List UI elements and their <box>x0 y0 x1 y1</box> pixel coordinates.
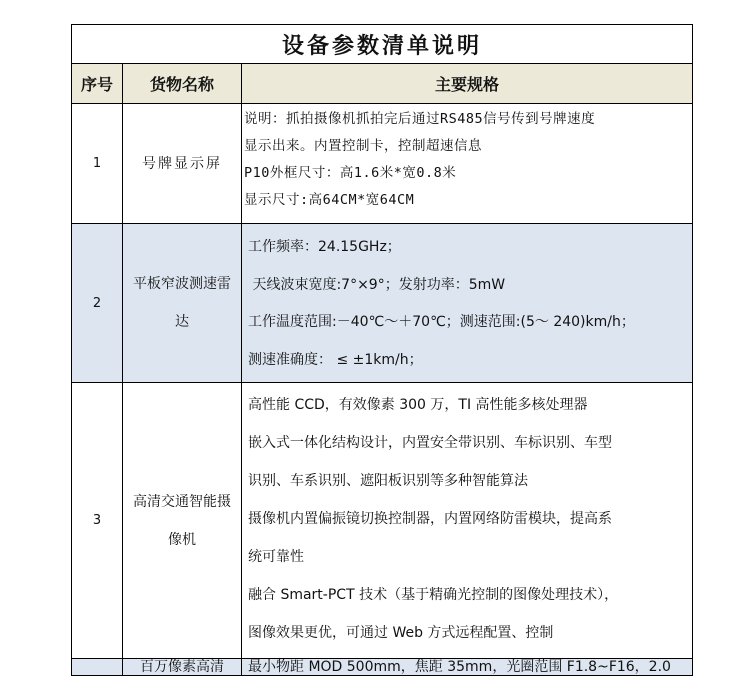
spec-line: 高性能 CCD，有效像素 300 万，TI 高性能多核处理器 <box>248 397 588 413</box>
spec-line: 天线波束宽度:7°×9°；发射功率：5mW <box>248 276 506 293</box>
row-name: 平板窄波测速雷达 <box>123 224 242 383</box>
row-spec <box>242 104 693 224</box>
spec-line: 测速准确度： ≤ ±1km/h； <box>248 351 423 368</box>
table-row <box>72 659 693 676</box>
spec-line: 图像效果更优，可通过 Web 方式远程配置、控制 <box>248 625 554 641</box>
table-title: 设备参数清单说明 <box>72 25 693 64</box>
equipment-table <box>71 24 693 676</box>
row-spec <box>242 659 693 676</box>
row-no: 2 <box>72 224 123 383</box>
row-no: 1 <box>72 104 123 224</box>
spec-line: 显示出来。内置控制卡，控制超速信息 <box>244 138 482 154</box>
row-spec <box>242 383 693 659</box>
spec-line: 摄像机内置偏振镜切换控制器，内置网络防雷模块，提高系 <box>248 511 612 527</box>
table-row <box>72 383 693 659</box>
header-no: 序号 <box>72 64 123 104</box>
row-no: 3 <box>72 383 123 659</box>
row-name: 号牌显示屏 <box>123 104 242 224</box>
row-spec <box>242 224 693 383</box>
spec-line: 工作温度范围:－40℃～＋70℃；测速范围:(5～ 240)km/h； <box>248 314 635 330</box>
table-row <box>72 224 693 383</box>
spec-line: P10外框尺寸：高1.6米*宽0.8米 <box>244 165 457 181</box>
row-name-text: 百万像素高清 <box>140 659 224 675</box>
header-spec: 主要规格 <box>242 64 693 104</box>
spec-line: 融合 Smart-PCT 技术（基于精确光控制的图像处理技术）， <box>248 587 619 603</box>
spec-line: 统可靠性 <box>248 549 304 565</box>
spec-line: 最小物距 MOD 500mm，焦距 35mm，光圈范围 F1.8~F16，2.0 <box>248 659 671 675</box>
header-name: 货物名称 <box>123 64 242 104</box>
table-row <box>72 104 693 224</box>
row-name <box>123 659 242 676</box>
row-name: 高清交通智能摄像机 <box>123 383 242 659</box>
spec-line: 显示尺寸:高64CM*宽64CM <box>244 192 415 208</box>
spec-line: 嵌入式一体化结构设计，内置安全带识别、车标识别、车型 <box>248 435 612 451</box>
spec-line: 工作频率：24.15GHz； <box>248 239 401 255</box>
spec-line: 说明：抓拍摄像机抓拍完后通过RS485信号传到号牌速度 <box>244 111 596 127</box>
row-no <box>72 659 123 676</box>
spec-line: 识别、车系识别、遮阳板识别等多种智能算法 <box>248 473 528 489</box>
